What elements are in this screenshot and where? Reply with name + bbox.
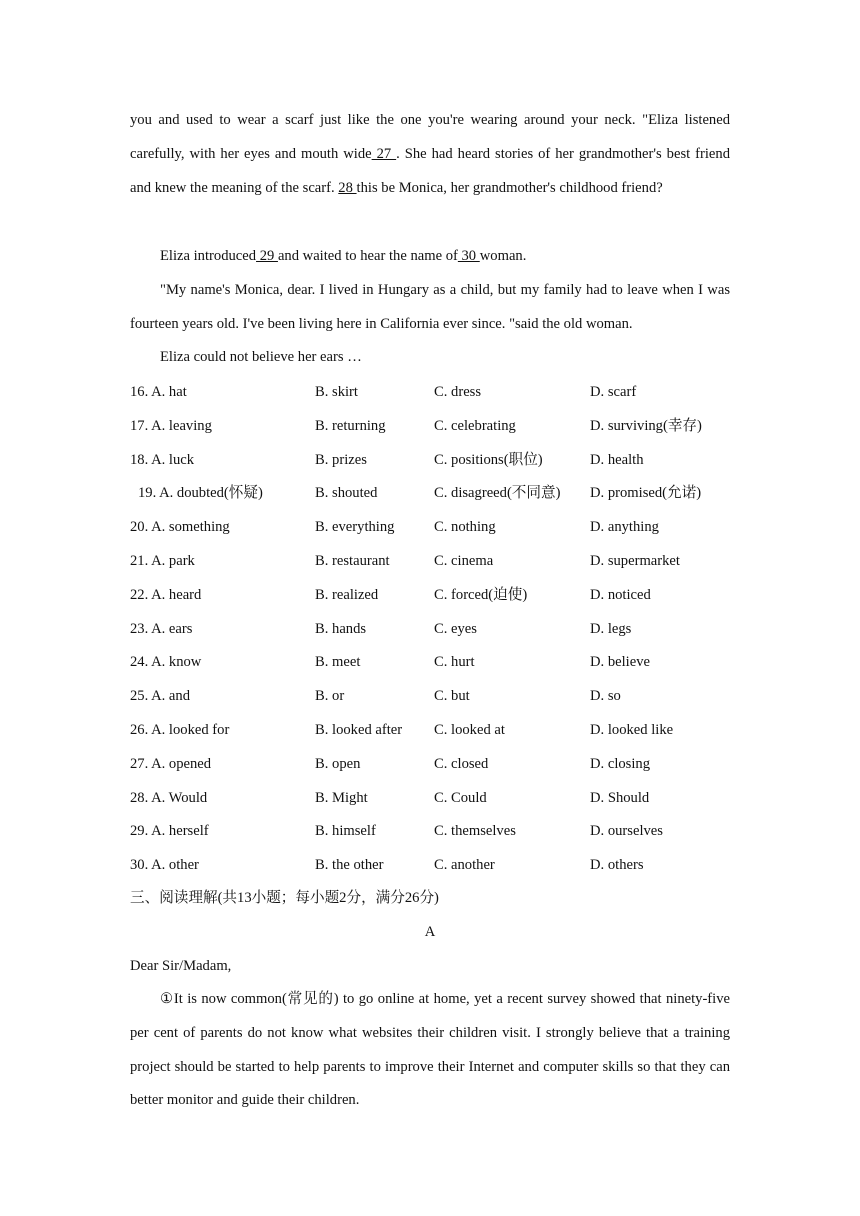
option-a: 26. A. looked for: [130, 722, 230, 738]
option-d: D. health: [590, 451, 644, 468]
option-c: C. themselves: [434, 823, 516, 840]
letter-paragraph-1: ①It is now common(常见的) to go online at home, yet a recent survey showed that ninety-five per cent of parents do not know what websites their children visit. I strongly believe that a training project should be started to help parents to improve their Internet and computer skills so that they can better monitor and guide their children.: [130, 991, 730, 1109]
option-b: B. hands: [315, 620, 367, 637]
blank-30: 30: [457, 248, 480, 264]
option-a: 24. A. know: [130, 654, 202, 671]
letter-greeting: Dear Sir/Madam,: [130, 958, 232, 974]
passage-text: . She had heard stories of her grandmother's best friend and knew the meaning of the scarf.: [130, 145, 730, 196]
option-d: D. supermarket: [590, 553, 680, 569]
option-c: C. hurt: [434, 654, 475, 671]
option-b: B. prizes: [315, 451, 367, 468]
passage-paragraph-1: [130, 104, 730, 205]
option-b: B. himself: [315, 823, 376, 840]
option-a: 18. A. luck: [130, 451, 195, 468]
option-d: D. scarf: [590, 384, 637, 400]
section-title: 三、阅读理解(共13小题；每小题2分，满分26分): [130, 890, 439, 906]
option-b: B. returning: [315, 417, 386, 434]
option-row: [130, 551, 750, 585]
option-row: [130, 585, 750, 619]
option-d: D. legs: [590, 620, 632, 637]
option-c: C. forced(迫使): [434, 586, 528, 603]
passage-text: Eliza introduced: [160, 248, 257, 264]
option-a: 21. A. park: [130, 553, 195, 569]
option-a: 22. A. heard: [130, 586, 202, 603]
passage-text: this be Monica, her grandmother's childhood friend?: [356, 179, 663, 196]
option-row: [130, 686, 750, 720]
option-row: [130, 483, 750, 517]
passage-text: you and used to wear a scarf just like the one you're wearing around your neck. "Eliza listened carefully, with her eyes and mouth wide: [130, 112, 730, 162]
option-c: C. positions(职位): [434, 451, 543, 468]
option-row: [130, 652, 750, 686]
option-d: D. so: [590, 688, 621, 705]
option-b: B. realized: [315, 586, 379, 603]
option-d: D. looked like: [590, 722, 674, 738]
option-row: [130, 754, 750, 788]
option-c: C. celebrating: [434, 417, 516, 434]
passage-text: and waited to hear the name of: [277, 248, 458, 264]
option-a: 27. A. opened: [130, 755, 212, 772]
option-row: [130, 855, 750, 889]
option-a: 30. A. other: [130, 857, 199, 874]
option-a: 19. A. doubted(怀疑): [138, 485, 263, 502]
option-b: B. shouted: [315, 485, 378, 502]
option-row: [130, 821, 750, 855]
passage-paragraph-3: "My name's Monica, dear. I lived in Hungary as a child, but my family had to leave when I was fourteen years old. I've been living here in California ever since. "said the old woman.: [130, 282, 730, 332]
option-b: B. the other: [315, 857, 384, 874]
option-row: [130, 450, 750, 484]
blank-28: 28: [338, 179, 357, 196]
blank-27: 27: [371, 145, 397, 162]
option-c: C. dress: [434, 384, 482, 400]
option-row: [130, 619, 750, 653]
option-c: C. eyes: [434, 620, 477, 637]
option-b: B. everything: [315, 519, 395, 536]
blank-29: 29: [256, 248, 278, 264]
option-row: [130, 416, 750, 450]
option-a: 16. A. hat: [130, 384, 187, 400]
option-a: 17. A. leaving: [130, 417, 212, 434]
option-d: D. noticed: [590, 586, 651, 603]
passage-text: woman.: [479, 248, 527, 264]
option-c: C. disagreed(不同意): [434, 485, 561, 502]
option-c: C. Could: [434, 789, 487, 806]
option-b: B. looked after: [315, 722, 403, 738]
option-b: B. open: [315, 755, 361, 772]
option-c: C. but: [434, 688, 470, 705]
passage-paragraph-2: [130, 240, 730, 274]
option-b: B. or: [315, 688, 345, 705]
option-a: 29. A. herself: [130, 823, 209, 840]
option-c: C. another: [434, 857, 495, 874]
part-label: A: [424, 924, 436, 940]
option-d: D. believe: [590, 654, 650, 671]
option-row: [130, 720, 750, 754]
option-d: D. surviving(幸存): [590, 417, 702, 434]
option-a: 23. A. ears: [130, 620, 193, 637]
option-row: [130, 517, 750, 551]
option-a: 28. A. Would: [130, 789, 208, 806]
option-a: 20. A. something: [130, 519, 230, 536]
option-b: B. Might: [315, 789, 368, 806]
option-b: B. restaurant: [315, 553, 390, 569]
option-c: C. closed: [434, 755, 489, 772]
option-d: D. ourselves: [590, 823, 663, 840]
option-d: D. closing: [590, 755, 650, 772]
option-b: B. skirt: [315, 384, 358, 400]
option-d: D. anything: [590, 519, 659, 536]
option-c: C. nothing: [434, 519, 496, 536]
option-d: D. Should: [590, 789, 650, 806]
option-c: C. looked at: [434, 722, 505, 738]
option-c: C. cinema: [434, 553, 494, 569]
option-d: D. promised(允诺): [590, 485, 702, 502]
option-b: B. meet: [315, 654, 361, 671]
option-d: D. others: [590, 857, 644, 874]
option-row: [130, 382, 750, 416]
option-a: 25. A. and: [130, 688, 190, 705]
option-row: [130, 788, 750, 822]
passage-paragraph-4: Eliza could not believe her ears …: [160, 349, 362, 365]
